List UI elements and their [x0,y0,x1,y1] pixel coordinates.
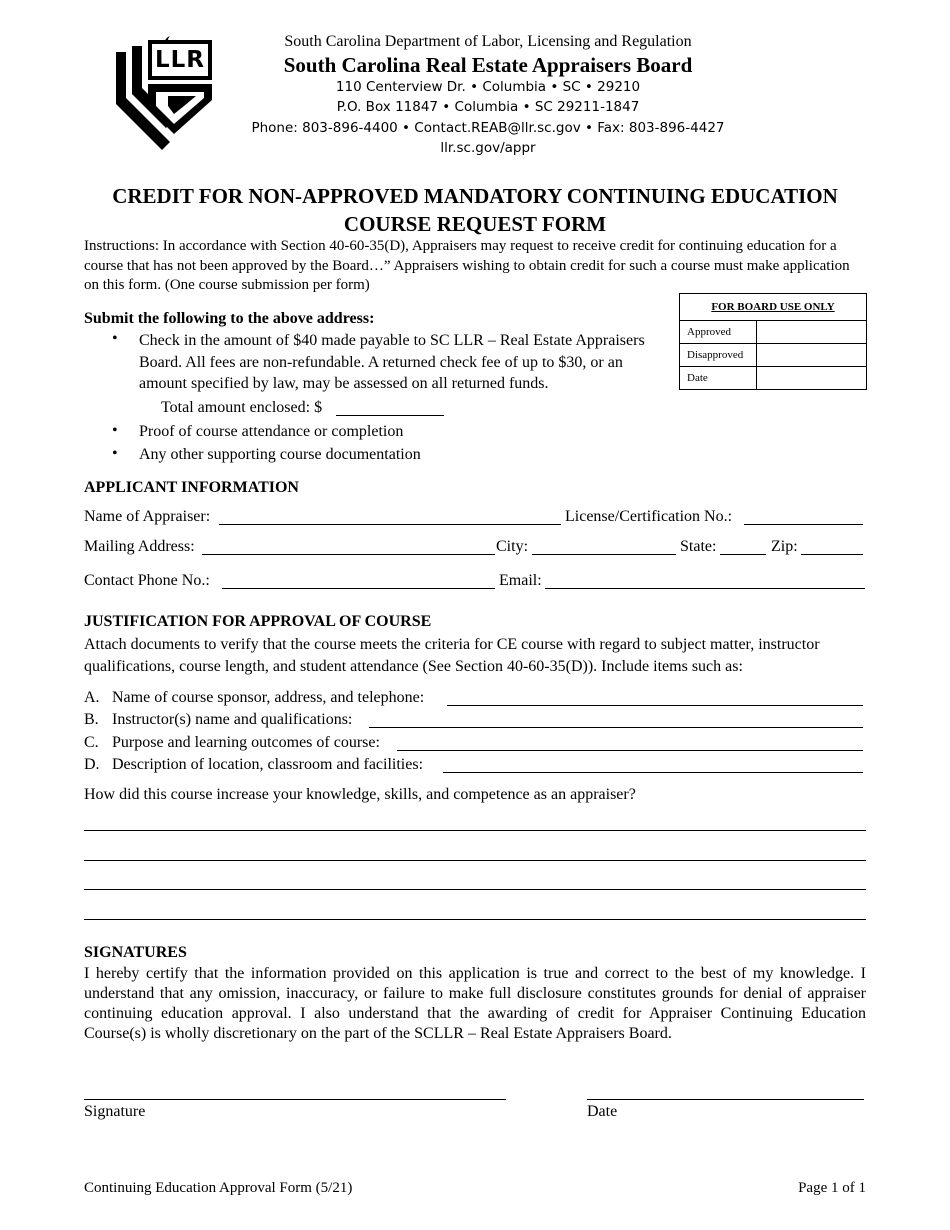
form-title-line-2: COURSE REQUEST FORM [343,212,607,236]
name-field[interactable] [219,524,561,525]
item-b-letter: B. [84,711,99,728]
signature-line[interactable] [84,1099,506,1100]
board-disapproved-cell [757,344,867,367]
certification-text: I hereby certify that the information provided on this application is true and correct to the best of my knowledge. I understand that any omission, inaccuracy, or failure to make full disclosure constitutes grounds for denial of appraiser continuing education approval. I also understand that the awarding of credit for Appraiser Continuing Education Course(s) is wholly discretionary on the part of the SCLLR – Real Estate Appraisers Board. [84,965,866,1042]
item-a-label: Name of course sponsor, address, and telephone: [112,689,425,706]
knowledge-question: How did this course increase your knowledge, skills, and competence as an appraiser? [84,786,636,803]
item-d-field[interactable] [443,772,863,773]
item-d-letter: D. [84,756,100,773]
city-label: City: [496,538,529,555]
board-date-label: Date [680,367,757,390]
item-a-field[interactable] [447,705,863,706]
address-field[interactable] [202,554,495,555]
answer-line[interactable] [84,860,866,861]
total-amount-label: Total amount enclosed: $ [161,399,323,416]
address-line-2: P.O. Box 11847 • Columbia • SC 29211-1847 [336,99,640,115]
submit-item-check: Check in the amount of $40 made payable to SC LLR – Real Estate Appraisers Board. All fees are non-refundable. A returned check fee of up to $30, or an amount specified by law, may be assessed on all returned funds. [139,332,645,392]
department-name: South Carolina Department of Labor, Licensing and Regulation [284,33,692,50]
item-d-label: Description of location, classroom and facilities: [112,756,424,773]
answer-line[interactable] [84,889,866,890]
phone-field[interactable] [222,588,495,589]
board-disapproved-label: Disapproved [680,344,757,367]
form-title-line-1: CREDIT FOR NON-APPROVED MANDATORY CONTINUING EDUCATION [112,184,838,208]
zip-field[interactable] [801,554,863,555]
total-amount-field[interactable] [336,415,444,416]
contact-line: Phone: 803-896-4400 • Contact.REAB@llr.sc.gov • Fax: 803-896-4427 [251,120,725,136]
city-field[interactable] [532,554,676,555]
address-line-1: 110 Centerview Dr. • Columbia • SC • 29210 [335,79,641,95]
license-field[interactable] [744,524,863,525]
instructions: Instructions: In accordance with Section 40-60-35(D), Appraisers may request to receive credit for continuing education for a course that has not been approved by the Board…” Appraisers wishing to obtain credit for such a course must make application on this form. (One course submission per form) [84,238,850,293]
submit-heading: Submit the following to the above address: [84,310,375,327]
signature-label: Signature [84,1103,146,1120]
website: llr.sc.gov/appr [440,140,536,156]
item-b-label: Instructor(s) name and qualifications: [112,711,353,728]
board-name: South Carolina Real Estate Appraisers Board [283,53,693,77]
footer-page-number: Page 1 of 1 [798,1180,866,1196]
applicant-heading: APPLICANT INFORMATION [84,479,299,496]
board-date-cell [757,367,867,390]
answer-line[interactable] [84,919,866,920]
signatures-heading: SIGNATURES [84,944,187,961]
name-label: Name of Appraiser: [84,508,211,525]
llr-logo [112,34,217,152]
phone-label: Contact Phone No.: [84,572,210,589]
zip-label: Zip: [771,538,798,555]
justification-heading: JUSTIFICATION FOR APPROVAL OF COURSE [84,613,432,630]
address-label: Mailing Address: [84,538,195,555]
board-use-title: FOR BOARD USE ONLY [680,294,867,321]
email-label: Email: [499,572,542,589]
item-b-field[interactable] [369,727,863,728]
submit-item-documentation: Any other supporting course documentation [139,446,421,463]
date-label: Date [587,1103,618,1120]
answer-line[interactable] [84,830,866,831]
board-approved-label: Approved [680,321,757,344]
date-line[interactable] [587,1099,864,1100]
logo-text: LLR [154,47,206,73]
board-approved-cell [757,321,867,344]
state-label: State: [680,538,717,555]
footer-form-id: Continuing Education Approval Form (5/21) [84,1180,353,1196]
email-field[interactable] [545,588,865,589]
item-c-field[interactable] [397,750,863,751]
item-a-letter: A. [84,689,100,706]
state-field[interactable] [720,554,766,555]
submit-item-proof: Proof of course attendance or completion [139,423,404,440]
item-c-letter: C. [84,734,99,751]
license-label: License/Certification No.: [565,508,733,525]
item-c-label: Purpose and learning outcomes of course: [112,734,380,751]
bullet-icon: • [112,445,118,462]
bullet-icon: • [112,330,118,347]
justification-text: Attach documents to verify that the course meets the criteria for CE course with regard to subject matter, instructor qualifications, course length, and student attendance (See Section 40-60-35(D)). Include items such as: [84,636,820,675]
bullet-icon: • [112,422,118,439]
board-use-only-box [679,293,867,390]
